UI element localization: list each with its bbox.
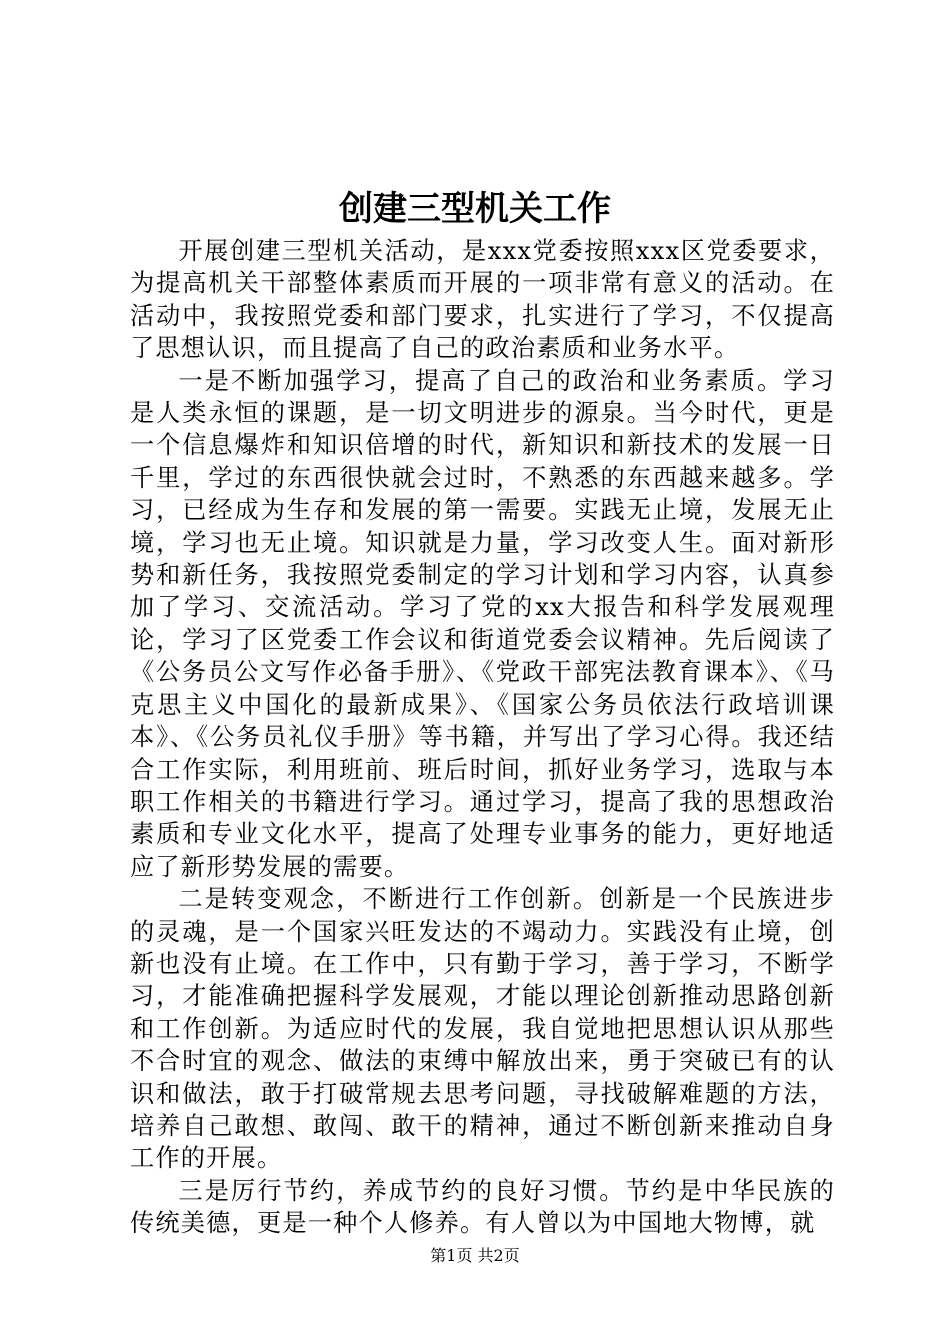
page-number-footer: 第1页 共2页	[430, 1246, 520, 1265]
paragraph-point-three: 三是厉行节约，养成节约的良好习惯。节约是中华民族的传统美德，更是一种个人修养。有人曾以为中国地大物博，就	[130, 1176, 835, 1238]
paragraph-intro: 开展创建三型机关活动，是xxx党委按照xxx区党委要求，为提高机关干部整体素质而开展的一项非常有意义的活动。在活动中，我按照党委和部门要求，扎实进行了学习，不仅提高了思想认识，而且提高了自己的政治素质和业务水平。	[130, 237, 835, 363]
document-body	[130, 235, 835, 1240]
paragraph-point-two: 二是转变观念，不断进行工作创新。创新是一个民族进步的灵魂，是一个国家兴旺发达的不竭动力。实践没有止境，创新也没有止境。在工作中，只有勤于学习，善于学习，不断学习，才能准确把握科学发展观，才能以理论创新推动思路创新和工作创新。为适应时代的发展，我自觉地把思想认识从那些不合时宜的观念、做法的束缚中解放出来，勇于突破已有的认识和做法，敢于打破常规去思考问题，寻找破解难题的方法，培养自己敢想、敢闯、敢干的精神，通过不断创新来推动自身工作的开展。	[130, 885, 835, 1173]
document-title: 创建三型机关工作	[339, 189, 611, 229]
paragraph-point-one: 一是不断加强学习，提高了自己的政治和业务素质。学习是人类永恒的课题，是一切文明进步的源泉。当今时代，更是一个信息爆炸和知识倍增的时代，新知识和新技术的发展一日千里，学过的东西很快就会过时，不熟悉的东西越来越多。学习，已经成为生存和发展的第一需要。实践无止境，发展无止境，学习也无止境。知识就是力量，学习改变人生。面对新形势和新任务，我按照党委制定的学习计划和学习内容，认真参加了学习、交流活动。学习了党的xx大报告和科学发展观理论，学习了区党委工作会议和街道党委会议精神。先后阅读了《公务员公文写作必备手册》、《党政干部宪法教育课本》、《马克思主义中国化的最新成果》、《国家公务员依法行政培训课本》、《公务员礼仪手册》等书籍，并写出了学习心得。我还结合工作实际，利用班前、班后时间，抓好业务学习，选取与本职工作相关的书籍进行学习。通过学习，提高了我的思想政治素质和专业文化水平，提高了处理专业事务的能力，更好地适应了新形势发展的需要。	[130, 366, 835, 881]
